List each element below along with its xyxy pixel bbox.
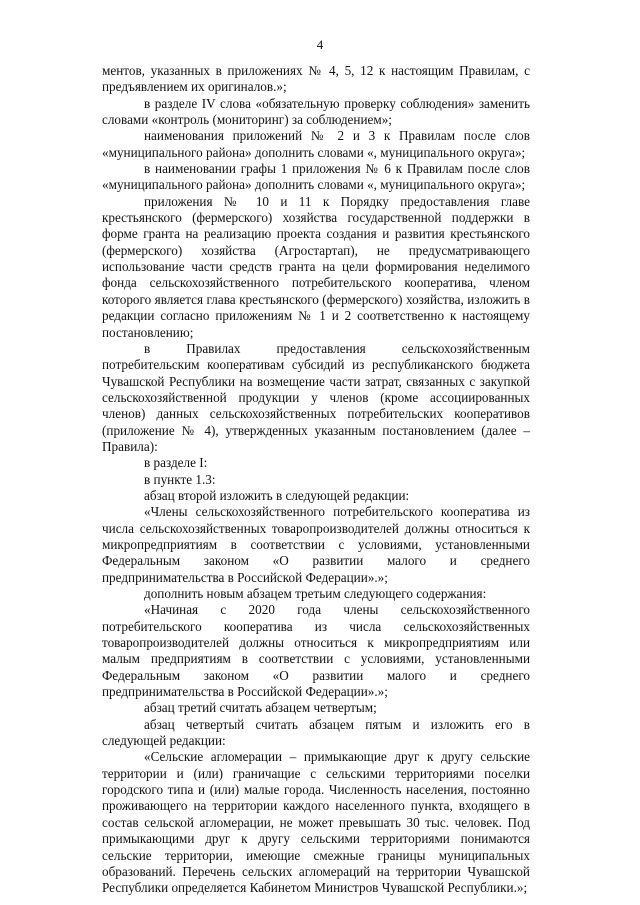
paragraph: в разделе I: <box>144 455 208 471</box>
page-number: 4 <box>316 37 324 52</box>
paragraph: наименования приложений № 2 и 3 к Правилам после слов «муниципального района» дополнить словами «, муниципального округа»; <box>102 128 530 160</box>
paragraph: в разделе IV слова «обязательную проверку соблюдения» заменить словами «контроль (мониторинг) за соблюдением»; <box>102 95 530 128</box>
paragraph: в наименовании графы 1 приложения № 6 к Правилам после слов «муниципального района» дополнить словами «, муниципального округа»; <box>102 161 530 193</box>
paragraph: «Сельские агломерации – примыкающие друг к другу сельские территории и (или) граничащие с сельскими территориями поселки городского типа и (или) малые города. Численность населения, постоянно проживающего на территории каждого населенного пункта, входящего в состав сельской агломерации, не может превышать 30 тыс. человек. Под примыкающими друг к другу сельскими территориями понимаются сельские территории, имеющие смежные границы муниципальных образований. Перечень сельских агломераций на территории Чувашской Республики определяется Кабинетом Министров Чувашской Республики.»; <box>102 749 530 896</box>
paragraph: дополнить новым абзацем третьим следующего содержания: <box>144 586 487 601</box>
paragraph: приложения № 10 и 11 к Порядку предоставления главе крестьянского (фермерского) хозяйства государственной поддержки в форме гранта на реализацию проекта создания и развития крестьянского (фермерского) хозяйства (Агростартап), не предусматривающего использование части средств гранта на цели формирования неделимого фонда сельскохозяйственного потребительского кооператива, членом которого является глава крестьянского (фермерского) хозяйства, изложить в редакции согласно приложениям № 1 и 2 соответственно к настоящему постановлению; <box>102 193 530 340</box>
document-body <box>102 63 530 897</box>
paragraph: ментов, указанных в приложениях № 4, 5, 12 к настоящим Правилам, с предъявлением их оригиналов.»; <box>102 63 530 95</box>
paragraph: абзац третий считать абзацем четвертым; <box>144 700 377 716</box>
paragraph: «Начиная с 2020 года члены сельскохозяйственного потребительского кооператива из числа сельскохозяйственных товаропроизводителей должны относиться к микропредприятиям или малым предприятиям в соответствии с условиями, установленными Федеральным законом «О развитии малого и среднего предпринимательства в Российской Федерации».»; <box>102 602 530 700</box>
paragraph: абзац четвертый считать абзацем пятым и изложить его в следующей редакции: <box>102 716 530 749</box>
paragraph: в пункте 1.3: <box>144 471 216 487</box>
paragraph: в Правилах предоставления сельскохозяйственным потребительским кооперативам субсидий из республиканского бюджета Чувашской Республики на возмещение части затрат, связанных с закупкой сельскохозяйственной продукции у членов (кроме ассоциированных членов) данных сельскохозяйственных потребительских кооперативов (приложение № 4), утвержденных указанным постановлением (далее – Правила): <box>102 340 530 454</box>
paragraph: «Члены сельскохозяйственного потребительского кооператива из числа сельскохозяйственных товаропроизводителей должны относиться к микропредприятиям в соответствии с условиями, установленными Федеральным законом «О развитии малого и среднего предпринимательства в Российской Федерации».»; <box>102 504 530 585</box>
paragraph: абзац второй изложить в следующей редакции: <box>144 487 410 503</box>
